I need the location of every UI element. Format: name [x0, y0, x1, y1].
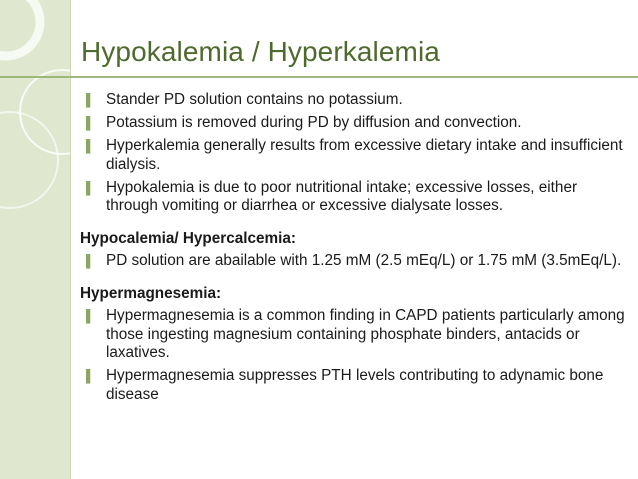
bullet-icon: ▌	[86, 369, 95, 384]
potassium-bullet-list	[80, 91, 628, 216]
list-item	[80, 367, 628, 404]
calcium-section	[80, 230, 628, 271]
bullet-text: Hypermagnesemia suppresses PTH levels contributing to adynamic bone disease	[106, 367, 604, 403]
bullet-text: Hypermagnesemia is a common finding in CAPD patients particularly among those ingesting magnesium containing phosphate binders, antacids or laxatives.	[106, 307, 625, 362]
decorative-circles	[0, 0, 70, 479]
bullet-icon: ▌	[86, 180, 95, 195]
side-band-edge	[70, 0, 71, 479]
slide-content	[80, 91, 628, 409]
bullet-icon: ▌	[86, 93, 95, 107]
bullet-text: Hyperkalemia generally results from excessive dietary intake and insufficient dialysis.	[106, 137, 623, 173]
magnesium-heading: Hypermagnesemia:	[80, 284, 222, 302]
list-item	[80, 307, 628, 363]
decorative-side-band	[0, 0, 70, 479]
list-item	[80, 179, 628, 216]
bullet-text: Stander PD solution contains no potassium.	[106, 91, 403, 108]
calcium-heading: Hypocalemia/ Hypercalcemia:	[80, 229, 296, 247]
list-item	[80, 91, 628, 110]
magnesium-section	[80, 285, 628, 405]
bullet-icon: ▌	[86, 116, 95, 131]
slide-title: Hypokalemia / Hyperkalemia	[81, 36, 440, 67]
magnesium-bullet-list	[80, 307, 628, 404]
list-item	[80, 137, 628, 174]
bullet-icon: ▌	[86, 254, 95, 269]
list-item	[80, 252, 628, 271]
bullet-icon: ▌	[86, 309, 95, 324]
bullet-text: Hypokalemia is due to poor nutritional intake; excessive losses, either through vomiting or diarrhea or excessive dialysate losses.	[106, 178, 578, 215]
bullet-text: PD solution are abailable with 1.25 mM (2.5 mEq/L) or 1.75 mM (3.5mEq/L).	[106, 252, 622, 270]
list-item	[80, 114, 628, 133]
title-divider	[0, 76, 638, 78]
bullet-text: Potassium is removed during PD by diffusion and convection.	[106, 114, 522, 132]
bullet-icon: ▌	[86, 139, 95, 154]
calcium-bullet-list	[80, 252, 628, 271]
